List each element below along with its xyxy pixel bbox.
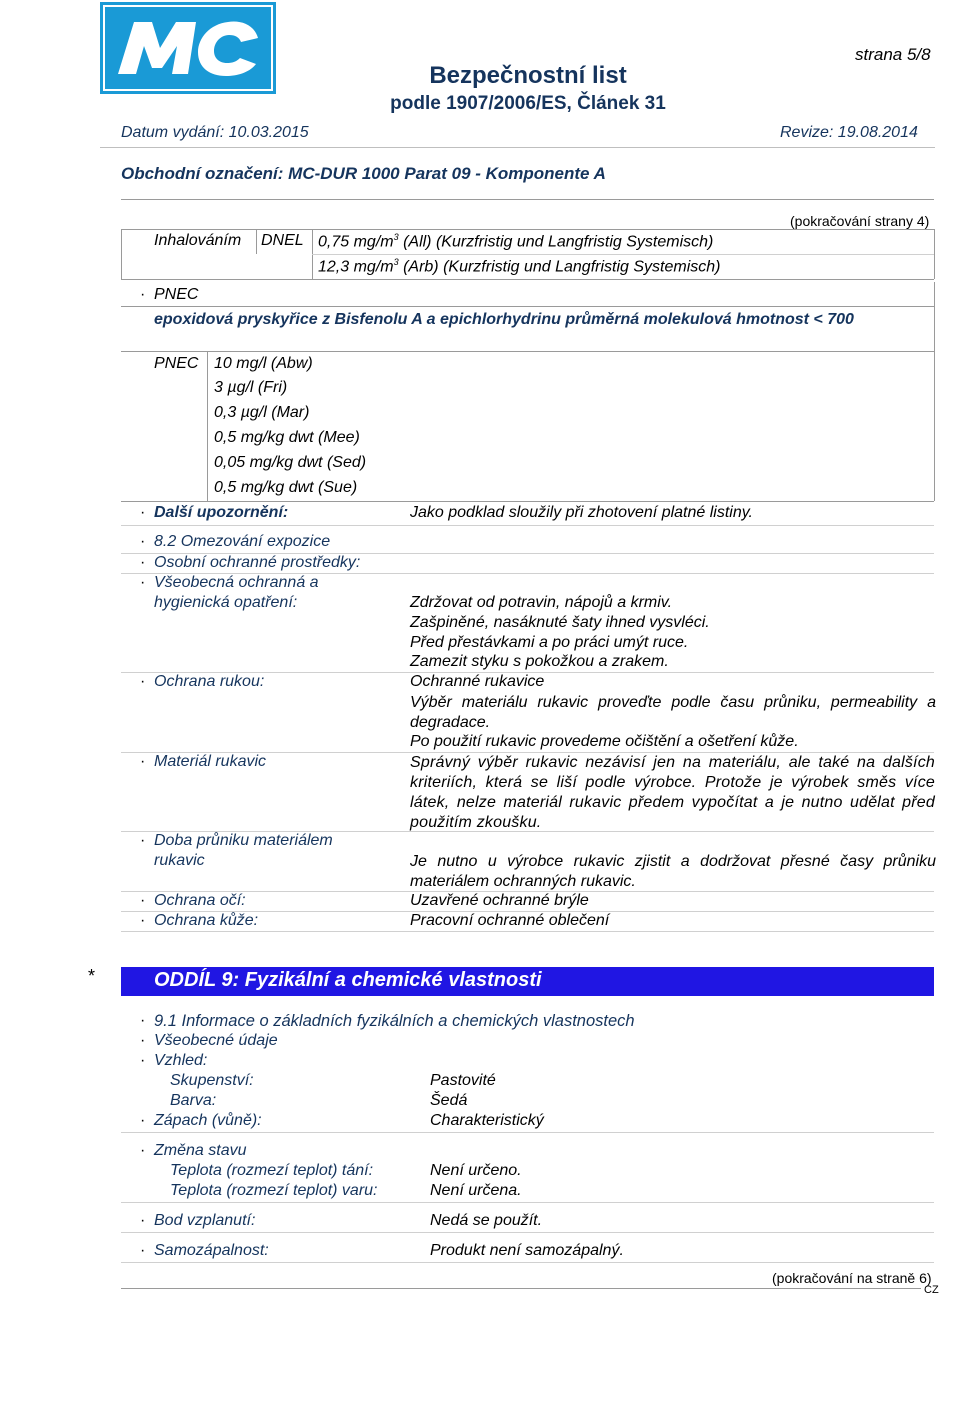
- flash-rule: [121, 1232, 934, 1233]
- dnel-row-rule: [312, 254, 934, 255]
- bullet-dot: ·: [140, 1032, 146, 1049]
- dnel-route: Inhalováním: [154, 232, 242, 249]
- dnel-bottom-rule: [121, 279, 934, 280]
- skin-label: Ochrana kůže:: [154, 912, 259, 929]
- flash-value: Nedá se použít.: [430, 1212, 543, 1229]
- hands-line: Po použití rukavic provedeme očištění a ošetření kůže.: [410, 733, 799, 750]
- dnel-left-rule: [121, 229, 122, 279]
- autoignition-value: Produkt není samozápalný.: [430, 1242, 624, 1259]
- boiling-value: Není určena.: [430, 1182, 522, 1199]
- melting-value: Není určeno.: [430, 1162, 522, 1179]
- bullet-dot: ·: [140, 1212, 146, 1229]
- hygiene-label-1: Všeobecná ochranná a: [154, 574, 319, 591]
- skin-rule: [121, 931, 934, 932]
- footer-rule: [121, 1288, 921, 1289]
- section-9-band: [121, 967, 934, 996]
- eyes-label: Ochrana očí:: [154, 892, 246, 909]
- pnec-label: PNEC: [154, 355, 199, 372]
- pnec-right-rule: [934, 282, 935, 352]
- hands-label: Ochrana rukou:: [154, 673, 265, 690]
- pnec-value: 0,05 mg/kg dwt (Sed): [214, 454, 367, 471]
- breakthrough-label-1: Doba průniku materiálem: [154, 832, 333, 849]
- hygiene-line: Zašpiněné, nasáknuté šaty ihned vysvléci.: [410, 614, 710, 631]
- colour-label: Barva:: [170, 1092, 217, 1109]
- bullet-dot: ·: [140, 286, 146, 303]
- dnel-top-rule: [121, 229, 934, 230]
- state-rule: [121, 1202, 934, 1203]
- bullet-dot: ·: [140, 1012, 146, 1029]
- pnec-value: 10 mg/l (Abw): [214, 355, 313, 372]
- bullet-dot: ·: [140, 1052, 146, 1069]
- bullet-dot: ·: [140, 533, 146, 550]
- bullet-dot: ·: [140, 1142, 146, 1159]
- continued-from: (pokračování strany 4): [790, 213, 930, 229]
- section-9-title: ODDÍL 9: Fyzikální a chemické vlastnosti: [154, 969, 542, 991]
- pnec-table-bottom: [121, 501, 934, 502]
- issue-date: Datum vydání: 10.03.2015: [121, 124, 309, 141]
- breakthrough-text: Je nutno u výrobce rukavic zjistit a dodržovat přesné časy průniku materiálem ochranných rukavic.: [410, 853, 936, 890]
- dnel-label: DNEL: [261, 232, 304, 249]
- section-9-subheading: 9.1 Informace o základních fyzikálních a chemických vlastnostech: [154, 1012, 635, 1030]
- bullet-dot: ·: [140, 892, 146, 909]
- header-divider-2: [121, 199, 934, 200]
- boiling-label: Teplota (rozmezí teplot) varu:: [170, 1182, 378, 1199]
- header-divider: [100, 147, 935, 148]
- flash-label: Bod vzplanutí:: [154, 1212, 256, 1229]
- dnel-col-rule-1: [256, 229, 257, 254]
- bullet-dot: ·: [140, 832, 146, 849]
- odour-rule: [121, 1132, 934, 1133]
- pnec-heading-rule: [121, 306, 934, 307]
- change-marker: *: [88, 966, 96, 986]
- bullet-dot: ·: [140, 1112, 146, 1129]
- pnec-substance-rule: [121, 351, 934, 352]
- ppe-label: Osobní ochranné prostředky:: [154, 554, 361, 571]
- document-subtitle: podle 1907/2006/ES, Článek 31: [390, 93, 666, 114]
- hygiene-line: Zdržovat od potravin, nápojů a krmiv.: [410, 594, 673, 611]
- hygiene-label-2: hygienická opatření:: [154, 594, 298, 611]
- document-title: Bezpečnostní list: [429, 62, 627, 89]
- breakthrough-label-2: rukavic: [154, 852, 205, 869]
- glove-material-text: Správný výběr rukavic nezávisí jen na materiálu, ale také na dalších kriteriích, která se liší podle výrobce. Protože je výrobek směs více látek, nelze materiál rukavic předem vypočítat a je nutno udělat před použitím zkoušku.: [410, 754, 935, 831]
- bullet-dot: ·: [140, 753, 146, 770]
- dnel-value-1: 0,75 $mg/m^3$ (All) (Kurzfristig und Langfristig Systemisch): [318, 232, 714, 251]
- hands-line: Ochranné rukavice: [410, 673, 545, 690]
- pnec-heading: PNEC: [154, 286, 199, 303]
- autoignition-label: Samozápalnost:: [154, 1242, 269, 1259]
- further-notes-label: Další upozornění:: [154, 504, 289, 521]
- bullet-dot: ·: [140, 554, 146, 571]
- melting-label: Teplota (rozmezí teplot) tání:: [170, 1162, 374, 1179]
- further-notes-value: Jako podklad sloužily při zhotovení platné listiny.: [410, 504, 753, 521]
- hygiene-line: Před přestávkami a po práci umýt ruce.: [410, 634, 689, 651]
- bullet-dot: ·: [140, 1242, 146, 1259]
- dnel-value-2: 12,3 $mg/m^3$ (Arb) (Kurzfristig und Langfristig Systemisch): [318, 257, 721, 276]
- hands-line: Výběr materiálu rukavic proveďte podle času průniku, permeability a degradace.: [410, 694, 936, 731]
- state-change-label: Změna stavu: [154, 1142, 247, 1159]
- pnec-value: 3 µg/l (Fri): [214, 379, 288, 396]
- trade-name: Obchodní označení: MC-DUR 1000 Parat 09 - Komponente A: [121, 164, 606, 183]
- bullet-dot: ·: [140, 504, 146, 521]
- odour-value: Charakteristický: [430, 1112, 544, 1129]
- continued-to: (pokračování na straně 6): [772, 1270, 932, 1286]
- form-label: Skupenství:: [170, 1072, 254, 1089]
- skin-value: Pracovní ochranné oblečení: [410, 912, 610, 929]
- glove-material-label: Materiál rukavic: [154, 753, 267, 770]
- autoignition-rule: [121, 1262, 934, 1263]
- exposure-heading: 8.2 Omezování expozice: [154, 533, 331, 550]
- form-value: Pastovité: [430, 1072, 496, 1089]
- pnec-value: 0,5 mg/kg dwt (Mee): [214, 429, 360, 446]
- appearance-label: Vzhled:: [154, 1052, 208, 1069]
- odour-label: Zápach (vůně):: [154, 1112, 262, 1129]
- hygiene-line: Zamezit styku s pokožkou a zrakem.: [410, 653, 669, 670]
- revision-date: Revize: 19.08.2014: [780, 124, 918, 141]
- pnec-table-right: [934, 351, 935, 501]
- pnec-value: 0,3 µg/l (Mar): [214, 404, 310, 421]
- pnec-substance: epoxidová pryskyřice z Bisfenolu A a epichlorhydrinu průměrná molekulová hmotnost < 700: [154, 311, 854, 328]
- bullet-dot: ·: [140, 574, 146, 591]
- pnec-col-rule: [207, 351, 208, 501]
- bullet-dot: ·: [140, 673, 146, 690]
- dnel-right-rule: [934, 229, 935, 279]
- colour-value: Šedá: [430, 1092, 468, 1109]
- pnec-value: 0,5 mg/kg dwt (Sue): [214, 479, 358, 496]
- country-code: CZ: [924, 1284, 939, 1296]
- bullet-dot: ·: [140, 912, 146, 929]
- general-info: Všeobecné údaje: [154, 1032, 278, 1049]
- page-number: strana 5/8: [855, 45, 931, 64]
- notes-rule: [121, 525, 934, 526]
- eyes-value: Uzavřené ochranné brýle: [410, 892, 589, 909]
